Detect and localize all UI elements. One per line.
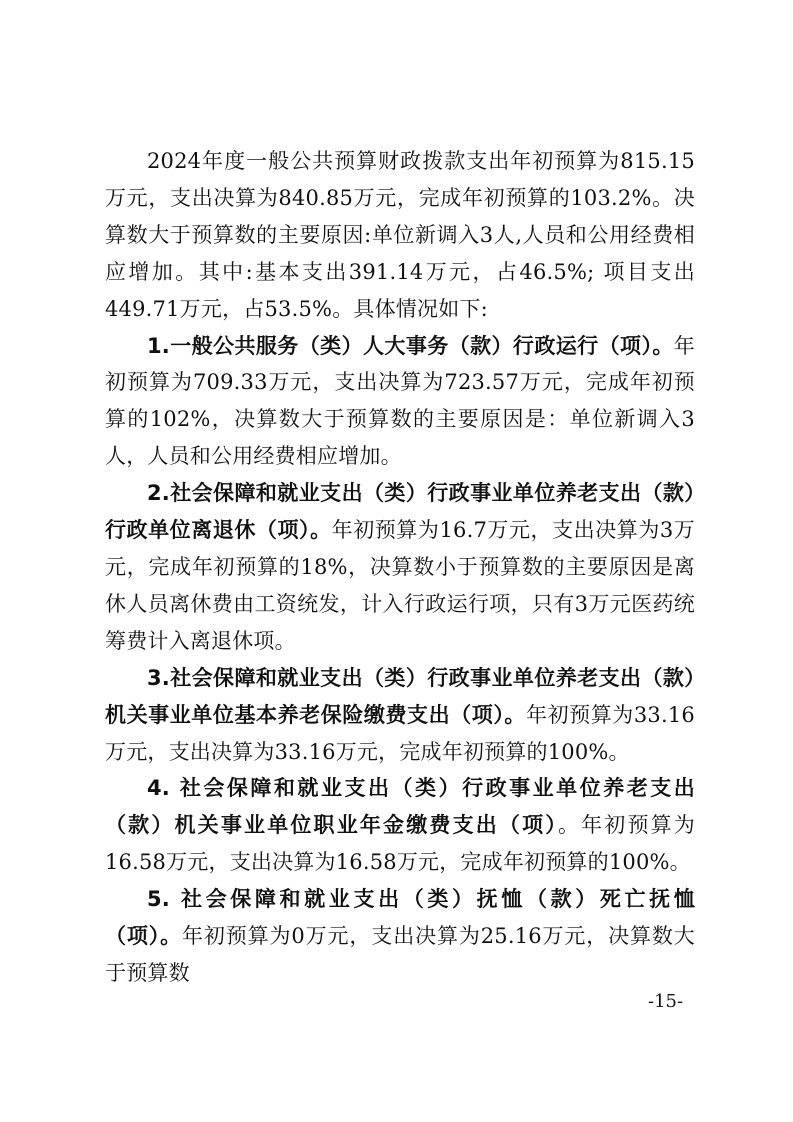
paragraph-item-2 xyxy=(105,475,695,660)
paragraph-text: 。年初预算为16.58万元，支出决算为16.58万元，完成年初预算的100%。 xyxy=(105,813,695,875)
paragraph-item-1 xyxy=(105,328,695,476)
document-body xyxy=(105,143,695,992)
paragraph-text: 年初预算为709.33万元，支出决算为723.57万元，完成年初预算的102%，决算数大于预算数的主要原因是：单位新调入3人，人员和公用经费相应增加。 xyxy=(105,333,695,469)
paragraph-item-4 xyxy=(105,770,695,881)
paragraph-item-5 xyxy=(105,881,695,992)
paragraph-summary xyxy=(105,143,695,328)
paragraph-item-3 xyxy=(105,660,695,771)
paragraph-heading: 1.一般公共服务（类）人大事务（款）行政运行（项）。 xyxy=(147,333,674,358)
paragraph-text: 年初预算为33.16万元，支出决算为33.16万元，完成年初预算的100%。 xyxy=(105,702,695,764)
paragraph-text: 2024年度一般公共预算财政拨款支出年初预算为815.15万元，支出决算为840.85万元，完成年初预算的103.2%。决算数大于预算数的主要原因:单位新调入3人,人员和公用经费相应增加。其中:基本支出391.14万元，占46.5%; 项目支出449.71万元，占53.5%。具体情况如下: xyxy=(105,149,695,321)
page-number: -15- xyxy=(648,991,684,1012)
paragraph-text: 年初预算为0万元，支出决算为25.16万元，决算数大于预算数 xyxy=(105,924,695,985)
paragraph-heading: 5. 社会保障和就业支出（类）抚恤（款）死亡抚恤（项）。 xyxy=(105,887,695,949)
paragraph-heading: 3.社会保障和就业支出（类）行政事业单位养老支出（款）机关事业单位基本养老保险缴费支出（项）。 xyxy=(105,665,695,727)
paragraph-text: 年初预算为16.7万元，支出决算为3万元，完成年初预算的18%，决算数小于预算数的主要原因是离休人员离休费由工资统发，计入行政运行项，只有3万元医药统筹费计入离退休项。 xyxy=(105,518,695,653)
paragraph-heading: 4. 社会保障和就业支出（类）行政事业单位养老支出（款）机关事业单位职业年金缴费支出（项） xyxy=(105,776,695,838)
paragraph-heading: 2.社会保障和就业支出（类）行政事业单位养老支出（款）行政单位离退休（项）。 xyxy=(105,481,695,543)
